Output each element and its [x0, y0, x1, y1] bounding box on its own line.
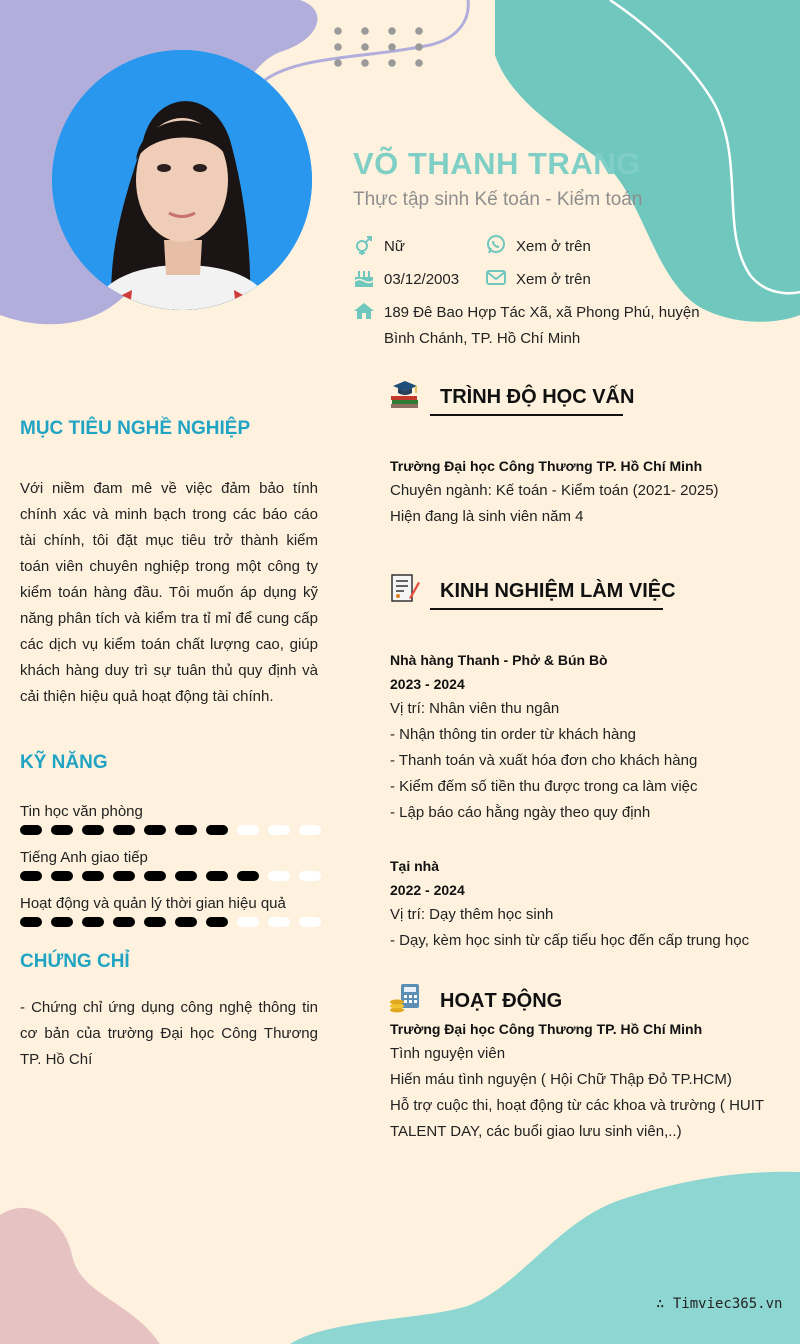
skill-level-filled: [82, 871, 104, 881]
skill-level-filled: [175, 917, 197, 927]
email-value: Xem ở trên: [516, 271, 591, 288]
teal-bottom-blob: [290, 1172, 800, 1344]
skill-level-filled: [20, 825, 42, 835]
job-detail: - Dạy, kèm học sinh từ cấp tiểu học đến cấp trung học: [390, 932, 750, 949]
skill-level-empty: [237, 825, 259, 835]
skill-name: Tin học văn phòng: [20, 803, 143, 820]
skill-level-filled: [113, 917, 135, 927]
skill-level-filled: [82, 825, 104, 835]
skill-level-empty: [299, 917, 321, 927]
objective-text: Với niềm đam mê về việc đảm bảo tính chính xác và minh bạch trong các báo cáo tài chính, tôi đặt mục tiêu trở thành kiểm toán viên chuyên nghiệp trong một công ty kiểm toán hàng đầu. Tôi muốn áp dụng kỹ năng phân tích và kiểm tra tỉ mỉ để cung cấp các dịch vụ kiểm toán chất lượng cao, giúp khách hàng duy trì sự tuân thủ quy định và cải thiện hiệu quả hoạt động tài chính.: [20, 480, 318, 705]
birthday-cake-icon: [353, 268, 375, 288]
skill-level-filled: [175, 825, 197, 835]
skill-level-filled: [206, 871, 228, 881]
skill-level-empty: [237, 917, 259, 927]
skill-level-empty: [299, 825, 321, 835]
activity-line: TALENT DAY, các buổi giao lưu sinh viên,..): [390, 1123, 682, 1140]
skill-level-filled: [175, 871, 197, 881]
education-major: Chuyên ngành: Kế toán - Kiểm toán (2021- 2025): [390, 482, 719, 499]
birthday-value: 03/12/2003: [384, 271, 460, 288]
dots-pattern: [334, 27, 423, 67]
education-title-underline: [430, 414, 623, 416]
skill-level-filled: [113, 871, 135, 881]
home-icon: [353, 301, 375, 321]
address-line-2: Bình Chánh, TP. Hồ Chí Minh: [384, 330, 581, 347]
activities-title: HOẠT ĐỘNG: [440, 990, 563, 1012]
skill-name: Hoạt động và quản lý thời gian hiệu quả: [20, 895, 286, 912]
address-line-1: 189 Đê Bao Hợp Tác Xã, xã Phong Phú, huyện: [384, 304, 700, 321]
skill-level-filled: [20, 917, 42, 927]
skill-level-empty: [299, 871, 321, 881]
watermark: ∴ Timviec365.vn: [656, 1296, 783, 1312]
skill-bar: [20, 917, 320, 927]
education-school: Trường Đại học Công Thương TP. Hồ Chí Minh: [390, 458, 703, 474]
activity-line: Hỗ trợ cuộc thi, hoạt động từ các khoa và trường ( HUIT: [390, 1097, 765, 1114]
education-title: TRÌNH ĐỘ HỌC VẤN: [440, 386, 635, 408]
graduation-books-icon: [389, 378, 421, 410]
skill-level-empty: [268, 825, 290, 835]
mail-icon: [485, 268, 507, 288]
skill-level-filled: [144, 871, 166, 881]
job-detail: - Nhận thông tin order từ khách hàng: [390, 726, 637, 743]
skill-level-filled: [237, 871, 259, 881]
candidate-name: VÕ THANH TRANG: [353, 146, 641, 181]
skill-level-filled: [51, 917, 73, 927]
job-position: Vị trí: Nhân viên thu ngân: [390, 700, 560, 717]
objective-title: MỤC TIÊU NGHỀ NGHIỆP: [20, 418, 251, 439]
education-status: Hiện đang là sinh viên năm 4: [390, 508, 584, 525]
job-company: Tại nhà: [390, 858, 440, 874]
job-detail: - Kiểm đếm số tiền thu được trong ca làm việc: [390, 778, 698, 795]
avatar-photo: [52, 50, 312, 310]
skills-title: KỸ NĂNG: [20, 752, 108, 773]
skill-level-filled: [20, 871, 42, 881]
skill-level-filled: [51, 871, 73, 881]
gender-value: Nữ: [384, 238, 405, 255]
skill-bar: [20, 825, 320, 835]
skill-level-filled: [51, 825, 73, 835]
experience-title: KINH NGHIỆM LÀM VIỆC: [440, 580, 676, 602]
activity-line: Tình nguyện viên: [390, 1045, 506, 1062]
skill-level-empty: [268, 871, 290, 881]
certificates-text: - Chứng chỉ ứng dụng công nghệ thông tin cơ bản của trường Đại học Công Thương TP. Hồ Chí: [20, 999, 318, 1068]
skill-level-filled: [144, 917, 166, 927]
skill-name: Tiếng Anh giao tiếp: [20, 849, 148, 866]
job-title: Thực tập sinh Kế toán - Kiểm toán: [353, 189, 643, 210]
skill-level-empty: [268, 917, 290, 927]
gender-icon: [353, 235, 375, 255]
certificates-title: CHỨNG CHỈ: [20, 951, 130, 972]
skill-level-filled: [113, 825, 135, 835]
skill-bar: [20, 871, 320, 881]
job-position: Vị trí: Dạy thêm học sinh: [390, 906, 554, 923]
experience-title-underline: [430, 608, 663, 610]
job-period: 2023 - 2024: [390, 676, 465, 692]
job-detail: - Thanh toán và xuất hóa đơn cho khách hàng: [390, 752, 698, 769]
calculator-coins-icon: [389, 982, 421, 1014]
phone-value: Xem ở trên: [516, 238, 591, 255]
document-pencil-icon: [389, 572, 421, 604]
skill-level-filled: [82, 917, 104, 927]
activity-line: Hiến máu tình nguyện ( Hội Chữ Thập Đỏ TP.HCM): [390, 1071, 732, 1088]
job-company: Nhà hàng Thanh - Phở & Bún Bò: [390, 652, 608, 668]
job-detail: - Lập báo cáo hằng ngày theo quy định: [390, 804, 651, 821]
activities-org: Trường Đại học Công Thương TP. Hồ Chí Minh: [390, 1021, 703, 1037]
job-period: 2022 - 2024: [390, 882, 465, 898]
pink-blob: [0, 1208, 160, 1344]
skill-level-filled: [206, 917, 228, 927]
skill-level-filled: [206, 825, 228, 835]
skill-level-filled: [144, 825, 166, 835]
whatsapp-icon: [485, 234, 507, 254]
